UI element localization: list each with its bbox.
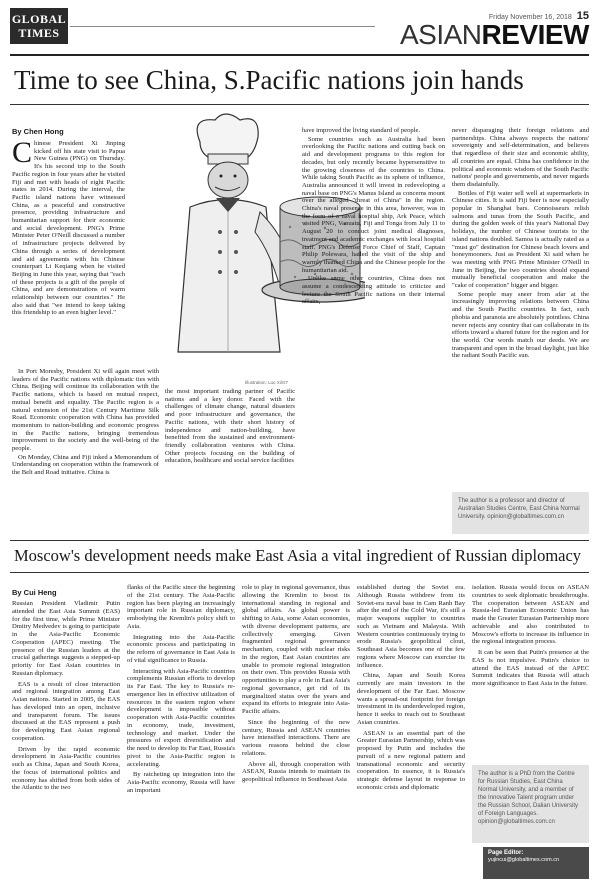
- article1-para: never disparaging their foreign relations and partnerships. China always respects the nations' sovereignty and self-determination, and believes that regardless of their size and economic ability, all countries are equal. China has confidence in the political and economic wisdom of the South Pacific nations' people and governments, and never regards them disdainfully.: [452, 127, 589, 188]
- article2-para: By ratcheting up integration into the Asia-Pacific economy, Russia will have an important: [127, 771, 235, 794]
- article1-para: Bottles of Fiji water sell well at supermarkets in Chinese cities. It is said Fiji beer is now especially popular in Shanghai bars. Connoisseurs relish salmons and tunas from the South Pacific, and during the golden week of this year's National Day holidays, the number of Chinese tourists to the island nations doubled. Samoa is actually rated as a "must go" destination for Chinese beach lovers and honeymooners. Just as President Xi said when he was meeting with PNG Prime Minister O'Neill in June in Beijing, the two countries should expand mutually beneficial cooperation and make the "cake of cooperation" bigger and bigger.: [452, 189, 589, 290]
- article2-para: Driven by the rapid economic development in Asia-Pacific countries such as China, Japan and South Korea, the focus of international politics and economy has shifted from both sides of the Atlantic to the two: [12, 745, 120, 792]
- headline-rule: [10, 104, 589, 105]
- page-number: 15: [576, 10, 589, 22]
- logo-line-1: GLOBAL: [11, 12, 67, 26]
- article2-para: established during the Soviet era. Although Russia withdrew from its Soviet-era naval base in Cam Ranh Bay after the end of the Cold War, it's still a major weapons supplier to countries such as Vietnam and Malaysia. With Western countries continuously trying to erode Russia's geopolitical clout, Southeast Asia becomes one of the few regions where Moscow can exercise its influence.: [357, 584, 465, 669]
- article2-headline: Moscow's development needs make East Asia a vital ingredient of Russian diplomacy: [14, 546, 582, 565]
- illustration-credit: Illustration: Luo Xi/GT: [245, 380, 289, 385]
- article1-para: On Monday, China and Fiji inked a Memorandum of Understanding on cooperation within the framework of the Belt and Road initiative. China is: [12, 453, 159, 477]
- page-editor-email: yujincui@globaltimes.com.cn: [488, 857, 560, 863]
- article2-column-2: [127, 584, 235, 798]
- article2-para: role to play in regional governance, thus allowing the Kremlin to boost its international standing in regional and global affairs. As global power is shifting to Asia, some Asian economies, with diverse development patterns, are collectively emerging. Given fragmented regional governance mechanism, coupled with nuclear risks in the region, East Asian countries are unable to promote regional integration on their own. This provides Russia with opportunities to play a role in East Asia's regional governance, get rid of its marginalized status over the years and expand its efforts to integrate into Asia-Pacific affairs.: [242, 584, 350, 715]
- article2-para: Above all, through cooperation with ASEAN, Russia intends to maintain its geopolitical influence in Southeast Asia: [242, 760, 350, 783]
- article2-para: Russian President Vladimir Putin attended the East Asia Summit (EAS) for the first time, while Prime Minister Dmitry Medvedev is going to participate in the Asia-Pacific Economic Cooperation (APEC) meeting. The presence of the Russian leaders at the crucial gatherings suggests a stepped-up priority for East Asian countries in Russian diplomacy.: [12, 600, 120, 677]
- article1-byline: By Chen Hong: [12, 127, 64, 136]
- article2-para: EAS is a result of close interaction and regional integration among East Asian nations. Started in 2005, the EAS has developed into an open, inclusive and transparent forum. The issues discussed at the EAS represent a push for developing East Asian regional cooperation.: [12, 680, 120, 742]
- article1-para: Unlike some other countries, China does not assume a condescending attitude to criticize and lecture the South Pacific nations on their internal affairs,: [302, 275, 445, 306]
- article1-headline: Time to see China, S.Pacific nations join hands: [14, 65, 524, 95]
- article2-para: China, Japan and South Korea currently are main investors in the development of the Far East. Moscow wants a spread-out footprint for foreign investment in its underdeveloped region, hence it seeks to reach out to Southeast Asian countries.: [357, 672, 465, 726]
- section-title: [400, 20, 589, 50]
- article1-para: have improved the living standard of people.: [302, 127, 421, 134]
- article2-headline-rule: [10, 572, 589, 573]
- article1-para: Some countries such as Australia had been overlooking the Pacific nations and cutting back on aid and development programs to this region for decades, but only recently became hypersensitive to the growing closeness of the countries to China. While taking South Pacific as its sphere of influence, Australia announced it will invest in redeveloping a naval base on PNG's Manus Island as concerns mount over the alleged "threat of China" in the region. China's naval presence in this area, however, was in the form of a naval hospital ship, Ark Peace, which visited PNG, Vanuatu, Fiji and Tonga from July 11 to August 20 to conduct joint medical diagnoses, treatment and academic exchanges with local hospital staff. PNG's Defense Force Chief of Staff, Captain Philip Polewara, hailed the visit of the ship and warmly thanked China and the Chinese people for the humanitarian aid.: [302, 135, 445, 274]
- article2-byline: By Cui Heng: [12, 588, 57, 597]
- masthead-rule: [70, 26, 375, 27]
- article1-para: In Port Moresby, President Xi will again meet with leaders of the Pacific nations with diplomatic ties with China. Beijing will continue its collaboration with the Pacific nations, which is based on mutual respect, mutual benefit and equality. The Pacific region is a natural extension of the 21st Century Maritime Silk Road. Economic cooperation with China has provided momentum to nation-building and economic progress in the Pacific nations, bringing tremendous improvement to the society and the well-being of the people.: [12, 368, 159, 453]
- article2-para: Since the beginning of the new century, Russia and ASEAN countries have intensified interactions. There are various reasons behind the close relations.: [242, 718, 350, 757]
- section-title-light: ASIAN: [400, 19, 482, 50]
- section-title-bold: REVIEW: [481, 19, 589, 50]
- article1-para-text: hinese President Xi Jinping kicked off his state visit to Papua New Guinea (PNG) on Thursday. It's his second trip to the South Pacific region in four years after he visited Fiji and met with heads of eight Pacific states in 2014. During the interval, the Pacific island nations have witnessed China, as a peaceful and constructive presence, providing infrastructure and humanitarian support for their economic and social development. PNG's Prime Minister Peter O'Neill discussed a number of infrastructure projects delivered by China through a series of development and aid agreements with his Chinese counterpart Li Keqiang when he visited Beijing in June this year, saying that "each of these projects is a gift of the people of China, and are demonstrations of warm relationship between our countries." He also said that "we intend to keep taking this friendship to an even higher level.": [12, 140, 125, 317]
- article1-column-1-lower: [12, 368, 159, 478]
- article2-column-1: [12, 600, 120, 795]
- page-editor-label: Page Editor:: [488, 850, 524, 856]
- article2-para: flanks of the Pacific since the beginning of the 21st century. The Asia-Pacific region has been playing an increasingly important role in Russian diplomacy, embodying the Kremlin's policy shift to Asia.: [127, 584, 235, 630]
- article2-column-3: [242, 584, 350, 787]
- article2-para: ASEAN is an essential part of the Greater Eurasian Partnership, which was proposed by Putin and includes the pursuit of a new regional pattern and transnational economic and security cooperation. In essence, it is Russia's strategic defense layout in response to economic crisis and diplomatic: [357, 729, 465, 791]
- global-times-logo: [10, 8, 68, 44]
- article2-column-5: [472, 584, 589, 691]
- article1-para: Some people may sneer from afar at the increasingly improving relations between China and the South Pacific countries. In fact, such phobia and paranoia are absolutely pointless. China never rejects any country that can collaborate in its efforts toward a shared future for the region and for the world. Our words match our deeds. We are transparent and open in the broad daylight, just like the radiant South Pacific sun.: [452, 290, 589, 360]
- article1-column-1: [12, 136, 125, 318]
- article1-para: [12, 136, 125, 317]
- page-editor-box: [483, 847, 589, 879]
- article1-column-2-lower: [165, 388, 295, 466]
- article2-para: Integrating into the Asia-Pacific economic process and participating in the reform of governance in East Asia is of vital significance to Russia.: [127, 633, 235, 664]
- article2-para: It can be seen that Putin's presence at the EAS is not impulsive. Putin's choice to attend the EAS instead of the APEC Summit indicates that Russia will attach more significance to East Asia in the future.: [472, 649, 589, 687]
- article1-column-3: [302, 127, 445, 307]
- article1-para: the most important trading partner of Pacific nations and a key donor. Faced with the challenges of climate change, natural disasters and poor infrastructure and governance, the Pacific nations, with their short history of independence and nation-building, have benefited from the sustained and environment-friendly collaboration ventures with China. Other projects focusing on the building of education, healthcare and social service facilities: [165, 388, 295, 465]
- article2-para: Interacting with Asia-Pacific countries complements Russian efforts to develop its Far East. The key to Russia's re-emergence lies in effective utilization of resources in the eastern region where development is impossible without cooperation with Asia-Pacific countries in economy, trade, investment, technology and market. Under the pressures of export diversification and the need to develop its Far East, Russia's pivot to the Asia-Pacific region is accelerating.: [127, 667, 235, 768]
- article-divider: [10, 540, 589, 541]
- publication-date: Friday November 16, 2018: [488, 14, 572, 21]
- article1-author-note: The author is a professor and director of Australian Studies Centre, East China Normal University. opinion@globaltimes.com.cn: [452, 492, 589, 534]
- article2-column-4: [357, 584, 465, 795]
- dropcap: C: [12, 136, 33, 169]
- article1-column-4: [452, 127, 589, 361]
- top-rule: [10, 54, 589, 56]
- article2-author-note: The author is a PhD from the Centre for Russian Studies, East China Normal University, and a member of the Innovative Talent program under the Russian School, Dalian University of Foreign Languages. opinion@globaltimes.com.cn: [472, 765, 589, 843]
- logo-line-2: TIMES: [18, 26, 60, 40]
- article2-para: isolation. Russia would focus on ASEAN countries to seek diplomatic breakthroughs. The cooperation between ASEAN and Russia-led Eurasian Economic Union has made the Greater Eurasian Partnership more achievable and also contributed to Moscow's efforts to increase its influence in the regional integration process.: [472, 584, 589, 646]
